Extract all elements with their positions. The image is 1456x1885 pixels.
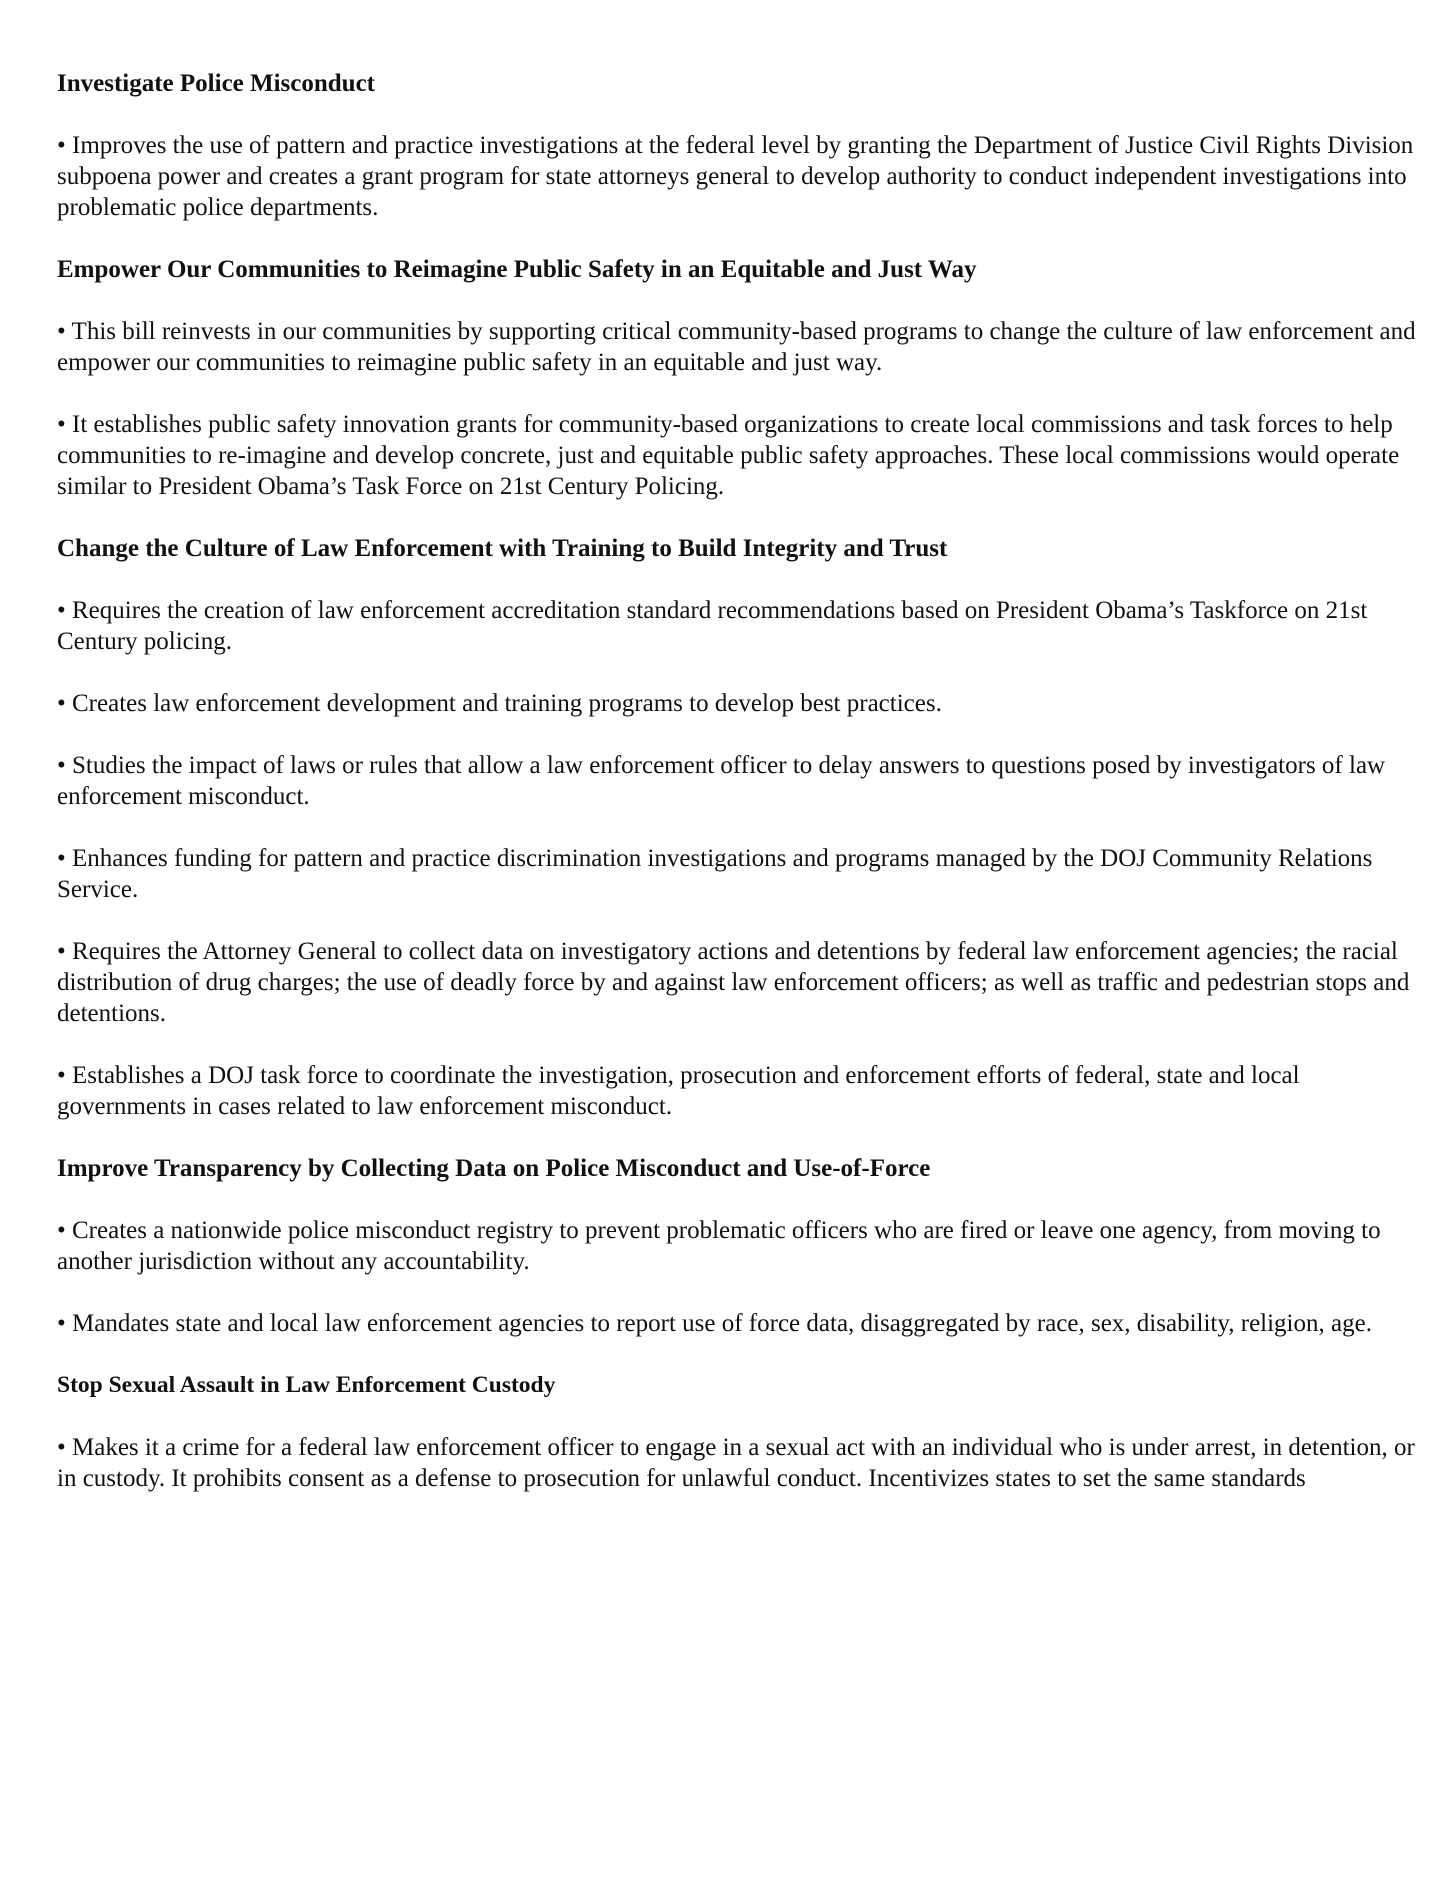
section-improve-transparency	[57, 1153, 1427, 1339]
bullet-item: • It establishes public safety innovation grants for community-based organizations to create local commissions and task forces to help communities to re-imagine and develop concrete, just and equitable public safety approaches. These local commissions would operate similar to President Obama’s Task Force on 21st Century Policing.	[57, 411, 1400, 500]
section-investigate-police-misconduct	[57, 68, 1427, 223]
section-stop-sexual-assault	[57, 1370, 1427, 1494]
bullet-item: • Creates law enforcement development and training programs to develop best practices.	[57, 690, 942, 717]
bullet-item: • Requires the Attorney General to collect data on investigatory actions and detentions by federal law enforcement agencies; the racial distribution of drug charges; the use of deadly force by and against law enforcement officers; as well as traffic and pedestrian stops and detentions.	[57, 938, 1410, 1027]
bullet-item: • Creates a nationwide police misconduct registry to prevent problematic officers who are fired or leave one agency, from moving to another jurisdiction without any accountability.	[57, 1217, 1381, 1275]
document-page	[57, 68, 1427, 1525]
bullet-item: • Establishes a DOJ task force to coordinate the investigation, prosecution and enforcement efforts of federal, state and local governments in cases related to law enforcement misconduct.	[57, 1062, 1300, 1120]
section-empower-communities	[57, 254, 1427, 502]
bullet-item: • This bill reinvests in our communities by supporting critical community-based programs to change the culture of law enforcement and empower our communities to reimagine public safety in an equitable and just way.	[57, 318, 1416, 376]
section-heading: Empower Our Communities to Reimagine Public Safety in an Equitable and Just Way	[57, 256, 977, 283]
section-heading: Stop Sexual Assault in Law Enforcement Custody	[57, 1372, 556, 1398]
section-heading: Change the Culture of Law Enforcement with Training to Build Integrity and Trust	[57, 535, 948, 562]
section-change-culture	[57, 533, 1427, 1122]
bullet-item: • Makes it a crime for a federal law enforcement officer to engage in a sexual act with an individual who is under arrest, in detention, or in custody. It prohibits consent as a defense to prosecution for unlawful conduct. Incentivizes states to set the same standards	[57, 1434, 1415, 1492]
bullet-item: • Requires the creation of law enforcement accreditation standard recommendations based on President Obama’s Taskforce on 21st Century policing.	[57, 597, 1368, 655]
bullet-item: • Mandates state and local law enforcement agencies to report use of force data, disaggregated by race, sex, disability, religion, age.	[57, 1310, 1372, 1337]
bullet-item: • Studies the impact of laws or rules that allow a law enforcement officer to delay answers to questions posed by investigators of law enforcement misconduct.	[57, 752, 1386, 810]
section-heading: Improve Transparency by Collecting Data on Police Misconduct and Use-of-Force	[57, 1155, 931, 1182]
section-heading: Investigate Police Misconduct	[57, 70, 376, 97]
bullet-item: • Improves the use of pattern and practice investigations at the federal level by granting the Department of Justice Civil Rights Division subpoena power and creates a grant program for state attorneys general to develop authority to conduct independent investigations into problematic police departments.	[57, 132, 1414, 221]
bullet-item: • Enhances funding for pattern and practice discrimination investigations and programs managed by the DOJ Community Relations Service.	[57, 845, 1373, 903]
